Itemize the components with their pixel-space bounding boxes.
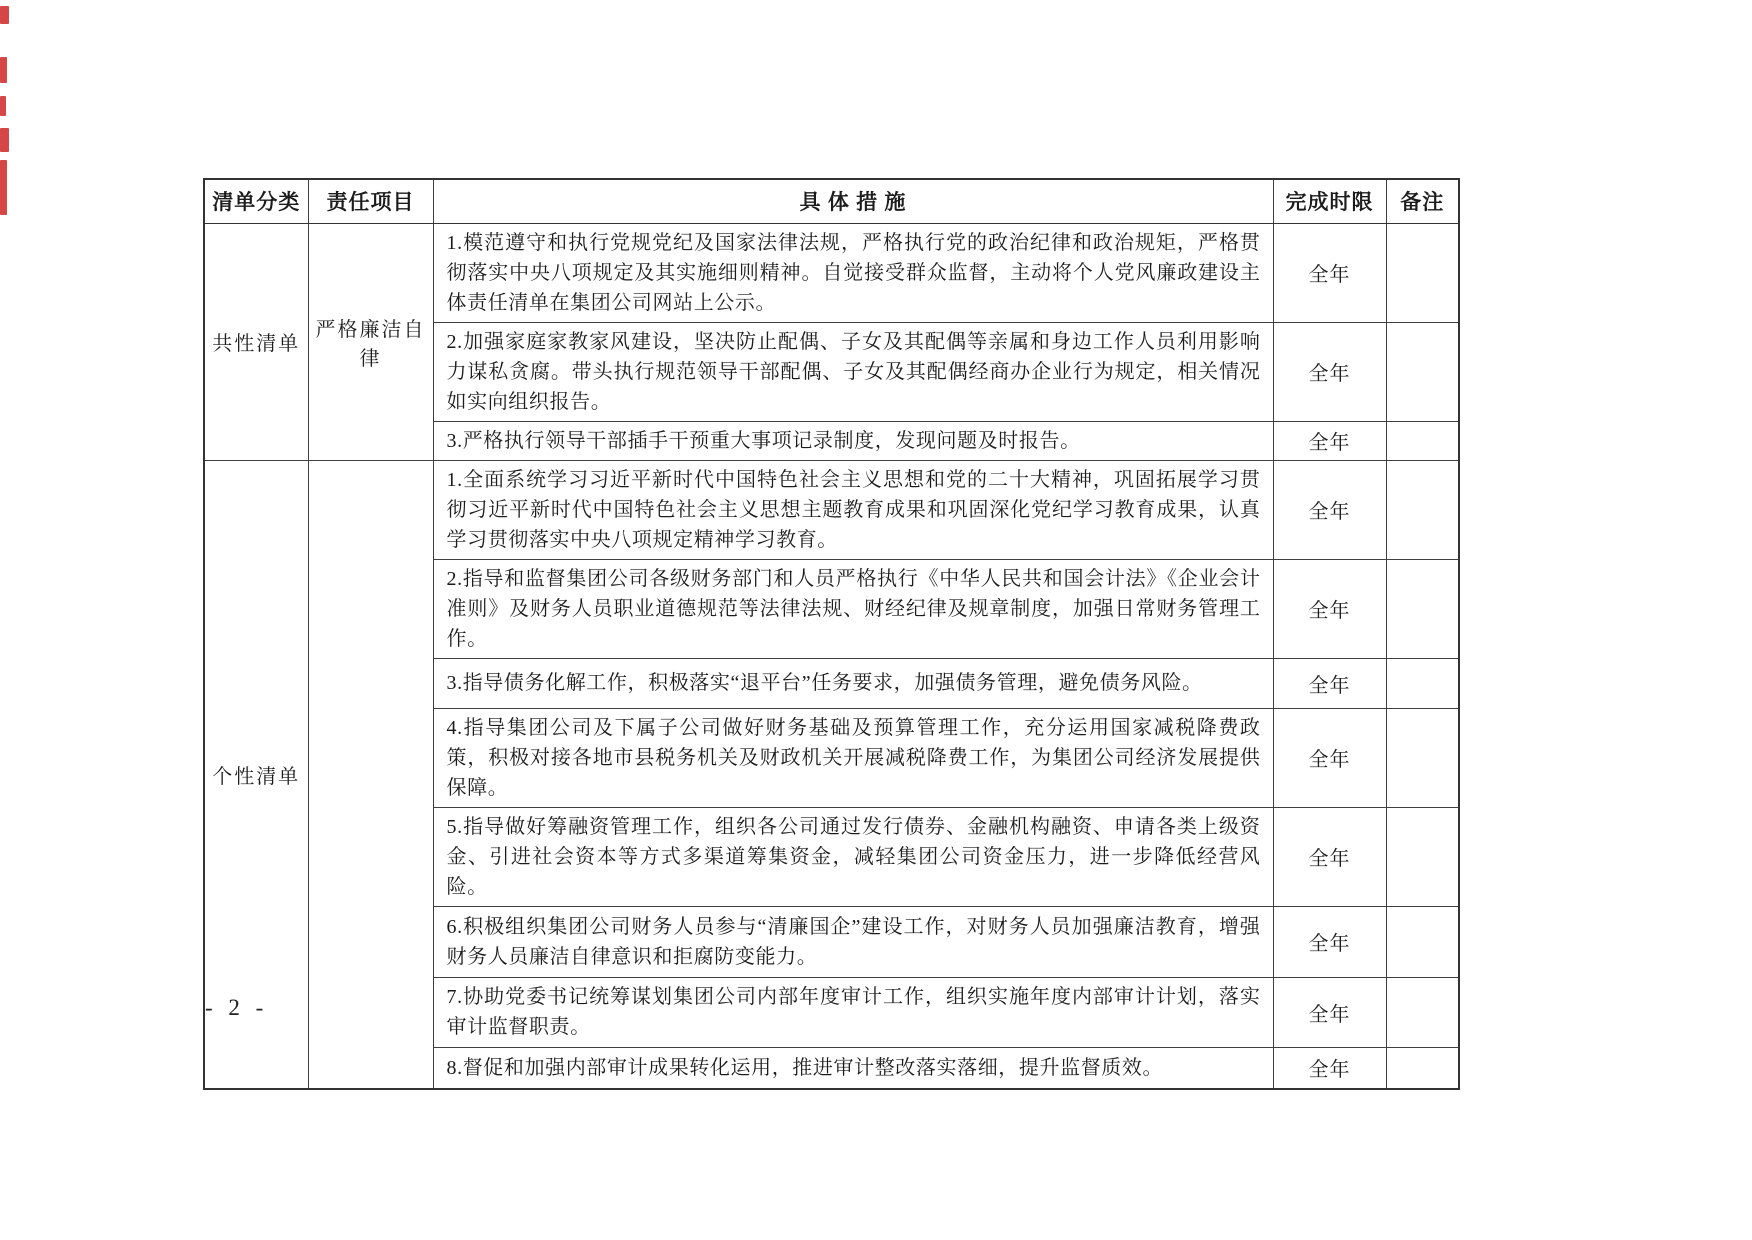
col-header-category: 清单分类 [204,179,308,223]
note-cell [1386,223,1459,322]
table-header-row [204,179,1459,223]
note-cell [1386,322,1459,421]
deadline-cell: 全年 [1273,1047,1386,1089]
project-cell-common: 严格廉洁自律 [308,223,433,460]
deadline-cell: 全年 [1273,708,1386,807]
note-cell [1386,421,1459,460]
measure-cell: 1.模范遵守和执行党规党纪及国家法律法规，严格执行党的政治纪律和政治规矩，严格贯彻落实中央八项规定及其实施细则精神。自觉接受群众监督，主动将个人党风廉政建设主体责任清单在集团公司网站上公示。 [433,223,1273,322]
note-cell [1386,977,1459,1047]
col-header-deadline: 完成时限 [1273,179,1386,223]
red-edge-artifact [0,6,9,24]
table-row [204,460,1459,559]
measure-cell: 4.指导集团公司及下属子公司做好财务基础及预算管理工作，充分运用国家减税降费政策，积极对接各地市县税务机关及财政机关开展减税降费工作，为集团公司经济发展提供保障。 [433,708,1273,807]
project-cell-individual [308,460,433,1089]
deadline-cell: 全年 [1273,658,1386,708]
note-cell [1386,807,1459,906]
deadline-cell: 全年 [1273,223,1386,322]
measure-cell: 2.指导和监督集团公司各级财务部门和人员严格执行《中华人民共和国会计法》《企业会计准则》及财务人员职业道德规范等法律法规、财经纪律及规章制度，加强日常财务管理工作。 [433,559,1273,658]
note-cell [1386,559,1459,658]
note-cell [1386,460,1459,559]
page-number: - 2 - [205,995,269,1020]
category-cell-common: 共性清单 [204,223,308,460]
col-header-note: 备注 [1386,179,1459,223]
measure-cell: 3.指导债务化解工作，积极落实“退平台”任务要求，加强债务管理，避免债务风险。 [433,658,1273,708]
deadline-cell: 全年 [1273,807,1386,906]
red-edge-artifact [0,128,9,152]
red-edge-artifact [0,57,7,83]
measure-cell: 3.严格执行领导干部插手干预重大事项记录制度，发现问题及时报告。 [433,421,1273,460]
category-cell-individual: 个性清单 [204,460,308,1089]
red-edge-artifact [0,160,7,215]
table-row [204,223,1459,322]
note-cell [1386,658,1459,708]
note-cell [1386,1047,1459,1089]
measure-cell: 8.督促和加强内部审计成果转化运用，推进审计整改落实落细，提升监督质效。 [433,1047,1273,1089]
measure-cell: 2.加强家庭家教家风建设，坚决防止配偶、子女及其配偶等亲属和身边工作人员利用影响力谋私贪腐。带头执行规范领导干部配偶、子女及其配偶经商办企业行为规定，相关情况如实向组织报告。 [433,322,1273,421]
responsibility-list-table [203,178,1460,1090]
deadline-cell: 全年 [1273,906,1386,977]
deadline-cell: 全年 [1273,977,1386,1047]
measure-cell: 6.积极组织集团公司财务人员参与“清廉国企”建设工作，对财务人员加强廉洁教育，增强财务人员廉洁自律意识和拒腐防变能力。 [433,906,1273,977]
measure-cell: 7.协助党委书记统筹谋划集团公司内部年度审计工作，组织实施年度内部审计计划，落实审计监督职责。 [433,977,1273,1047]
note-cell [1386,708,1459,807]
deadline-cell: 全年 [1273,421,1386,460]
measure-cell: 5.指导做好筹融资管理工作，组织各公司通过发行债券、金融机构融资、申请各类上级资金、引进社会资本等方式多渠道筹集资金，减轻集团公司资金压力，进一步降低经营风险。 [433,807,1273,906]
deadline-cell: 全年 [1273,559,1386,658]
measure-cell: 1.全面系统学习习近平新时代中国特色社会主义思想和党的二十大精神，巩固拓展学习贯彻习近平新时代中国特色社会主义思想主题教育成果和巩固深化党纪学习教育成果，认真学习贯彻落实中央八项规定精神学习教育。 [433,460,1273,559]
note-cell [1386,906,1459,977]
col-header-project: 责任项目 [308,179,433,223]
deadline-cell: 全年 [1273,322,1386,421]
red-edge-artifact [0,96,6,116]
deadline-cell: 全年 [1273,460,1386,559]
col-header-measures: 具 体 措 施 [433,179,1273,223]
